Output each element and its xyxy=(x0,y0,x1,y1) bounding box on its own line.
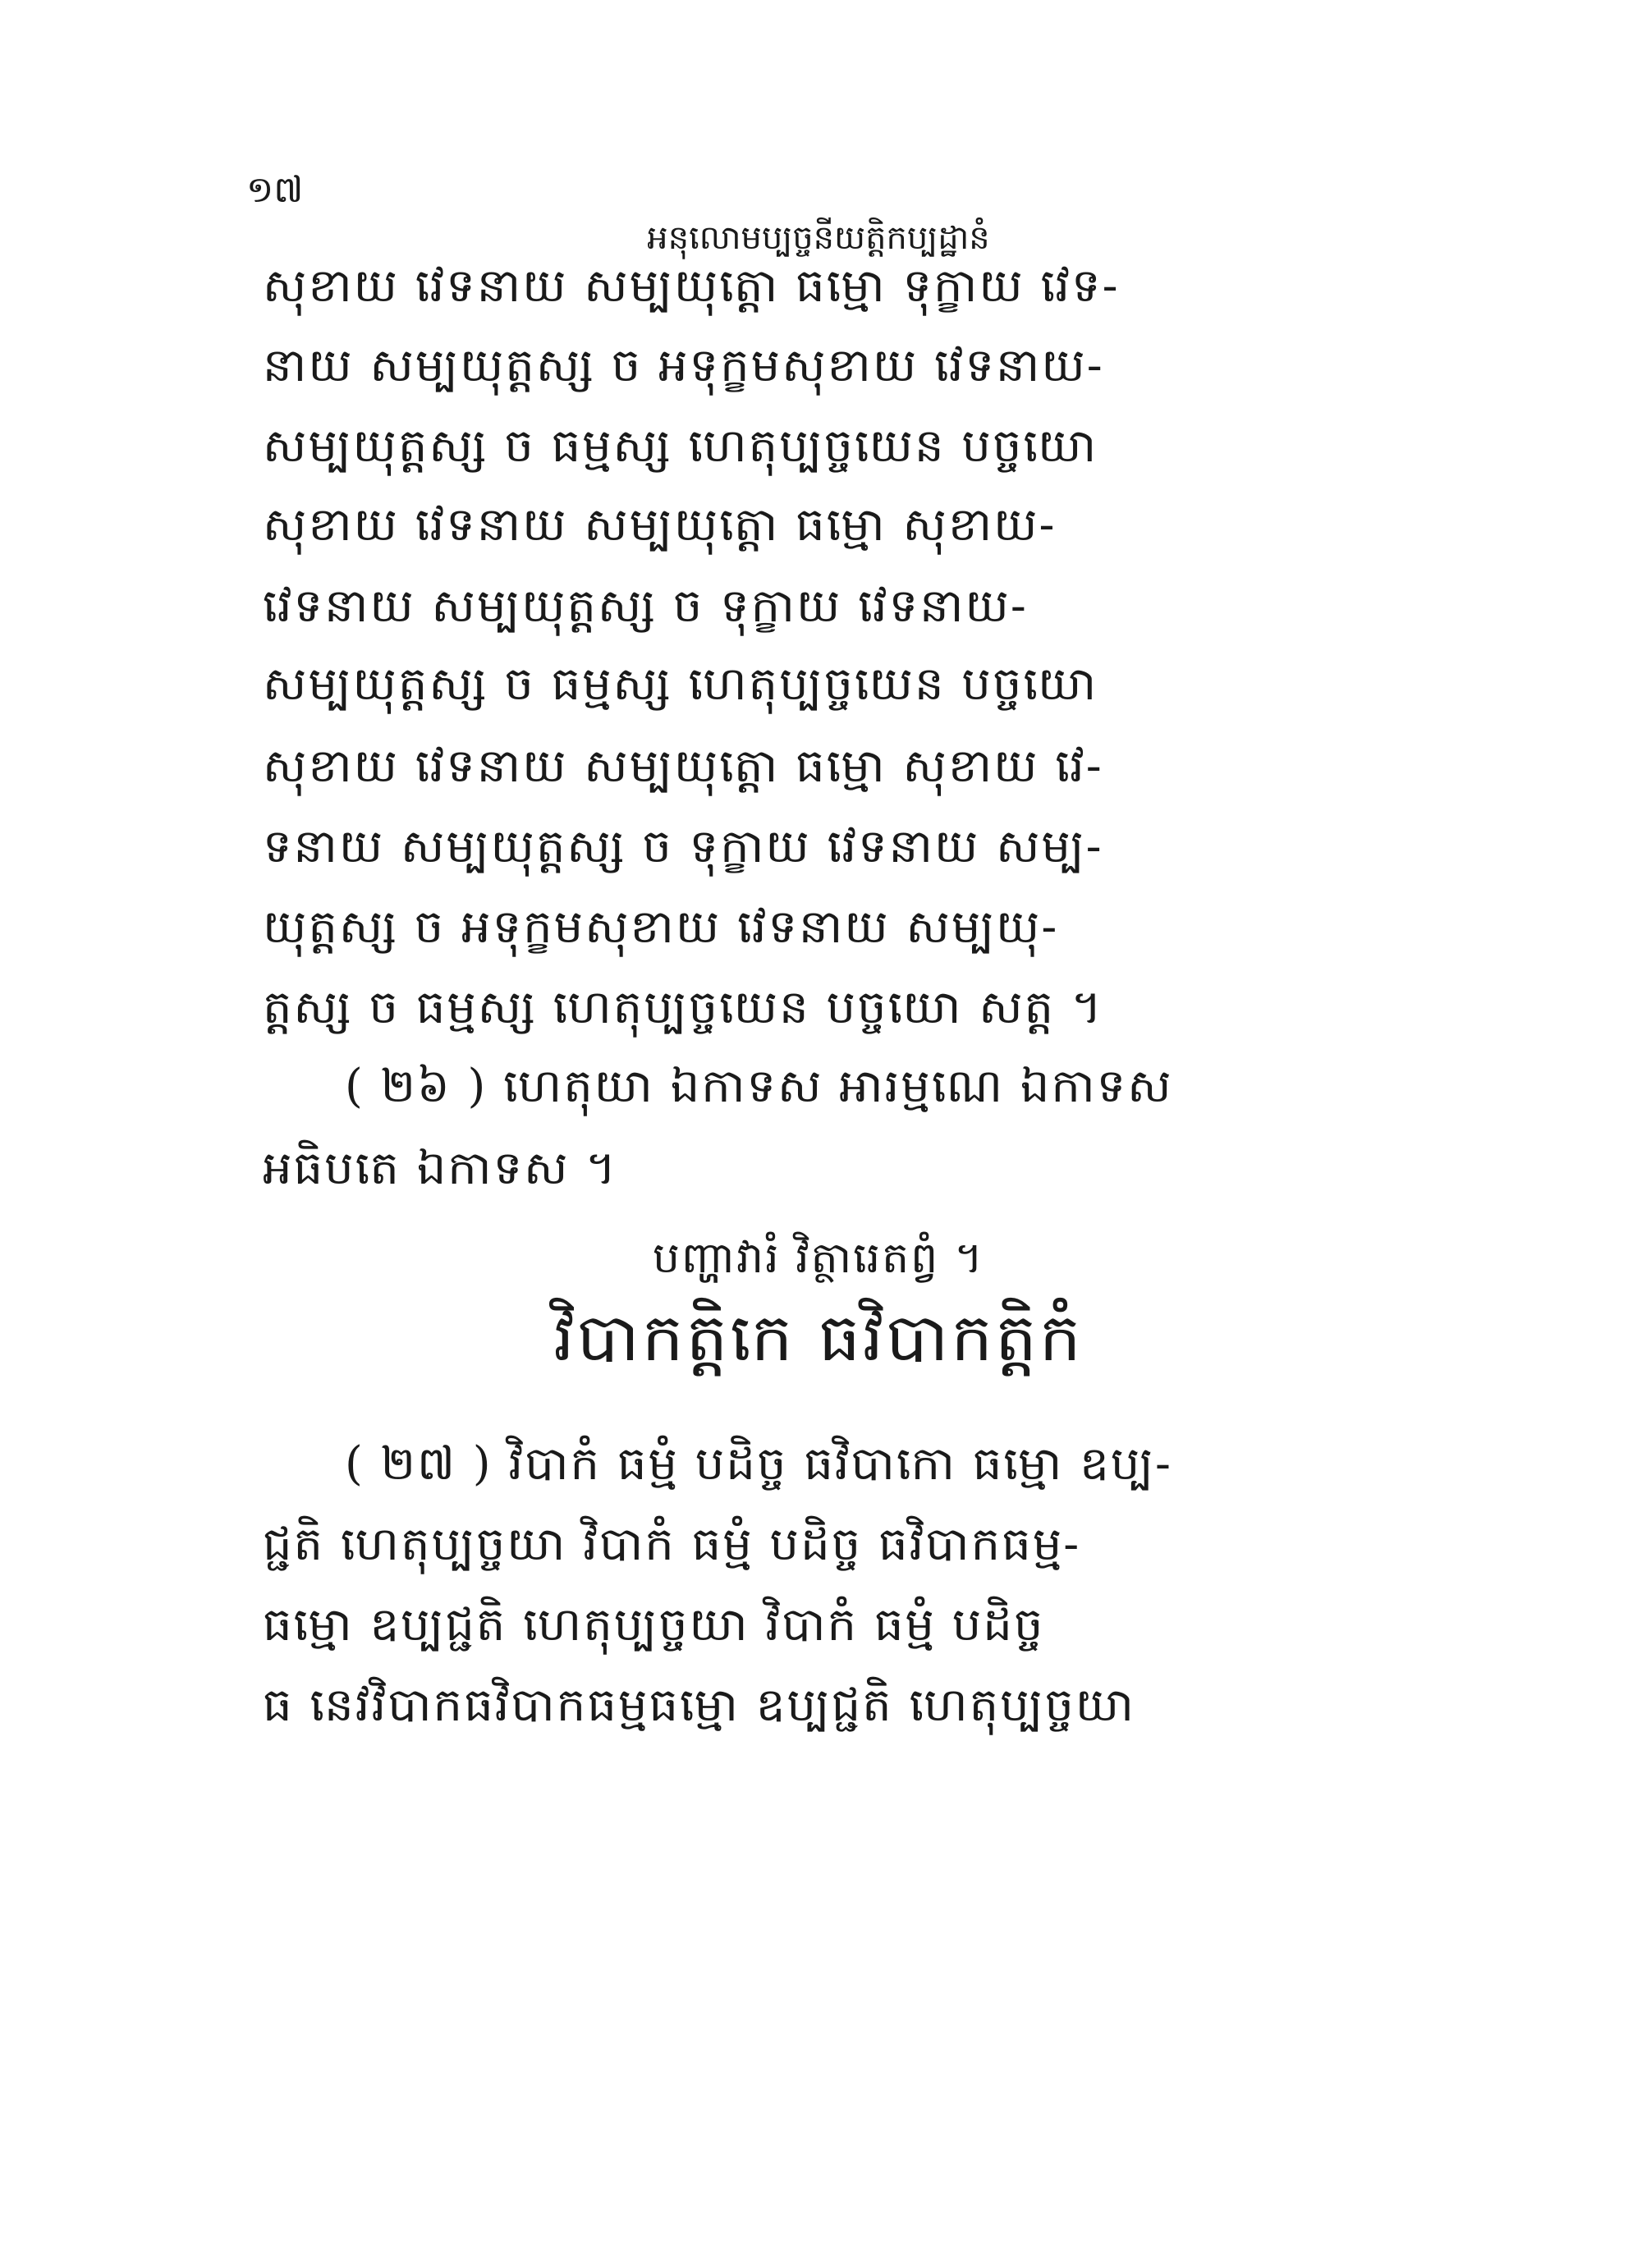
text-line: យុត្តស្ស ច អទុក្ខមសុខាយ វេទនាយ សម្បយុ- xyxy=(263,900,1059,954)
text-line: វេទនាយ សម្បយុត្តស្ស ច ទុក្ខាយ វេទនាយ- xyxy=(263,580,1028,633)
text-line: ធម្មោ ឧប្បជ្ជតិ ហេតុប្បច្ចយា វិបាកំ ធម្មំ បដិច្ច xyxy=(263,1598,1045,1652)
section-subheading: បញ្ហាវារំ វិត្ថារេតព្វំ ។ xyxy=(653,1234,984,1283)
text-line: នាយ សម្បយុត្តស្ស ច អទុក្ខមសុខាយ វេទនាយ- xyxy=(263,339,1104,392)
text-line: អធិបតេ ឯកាទស ។ xyxy=(263,1142,618,1195)
text-line-indented: ( ២៦ ) ហេតុយា ឯកាទស អារម្មណេ ឯកាទស xyxy=(345,1060,1173,1113)
text-line: ទនាយ សម្បយុត្តស្ស ច ទុក្ខាយ វេទនាយ សម្ប- xyxy=(263,820,1103,873)
text-line: សុខាយ វេទនាយ សម្បយុត្តោ ធម្មោ សុខាយ- xyxy=(263,498,1057,552)
text-line: សុខាយ វេទនាយ សម្បយុត្តោ ធម្មោ ទុក្ខាយ វេទ- xyxy=(263,259,1120,313)
text-line: សម្បយុត្តស្ស ច ធម្មស្ស ហេតុប្បច្ចយេន បច្ចយោ xyxy=(263,419,1098,473)
text-line: ធ នេវវិបាកធវិបាកធម្មធម្មោ ឧប្បជ្ជតិ ហេតុប្បច្ចយា xyxy=(263,1679,1135,1732)
page-number: ១៧ xyxy=(246,169,304,211)
text-line: ត្តស្ស ច ធម្មស្ស ហេតុប្បច្ចយេន បច្ចយោ សត្ត ។ xyxy=(263,981,1103,1034)
text-line: សុខាយ វេទនាយ សម្បយុត្តោ ធម្មោ សុខាយ វេ- xyxy=(263,740,1103,793)
running-head: អនុលោមប្បច្ចនីយត្តិកប្បដ្ឋានំ xyxy=(647,219,990,257)
text-line: ជ្ជតិ ហេតុប្បច្ចយា វិបាកំ ធម្មំ បដិច្ច ធវិបាកធម្ម- xyxy=(263,1518,1081,1571)
text-line: សម្បយុត្តស្ស ច ធម្មស្ស ហេតុប្បច្ចយេន បច្ចយោ xyxy=(263,657,1098,711)
section-heading: វិបាកត្តិកេ ធវិបាកត្តិកំ xyxy=(553,1299,1084,1376)
text-line-indented: ( ២៧ ) វិបាកំ ធម្មំ បដិច្ច ធវិបាកោ ធម្មោ ឧប្ប- xyxy=(345,1437,1172,1491)
